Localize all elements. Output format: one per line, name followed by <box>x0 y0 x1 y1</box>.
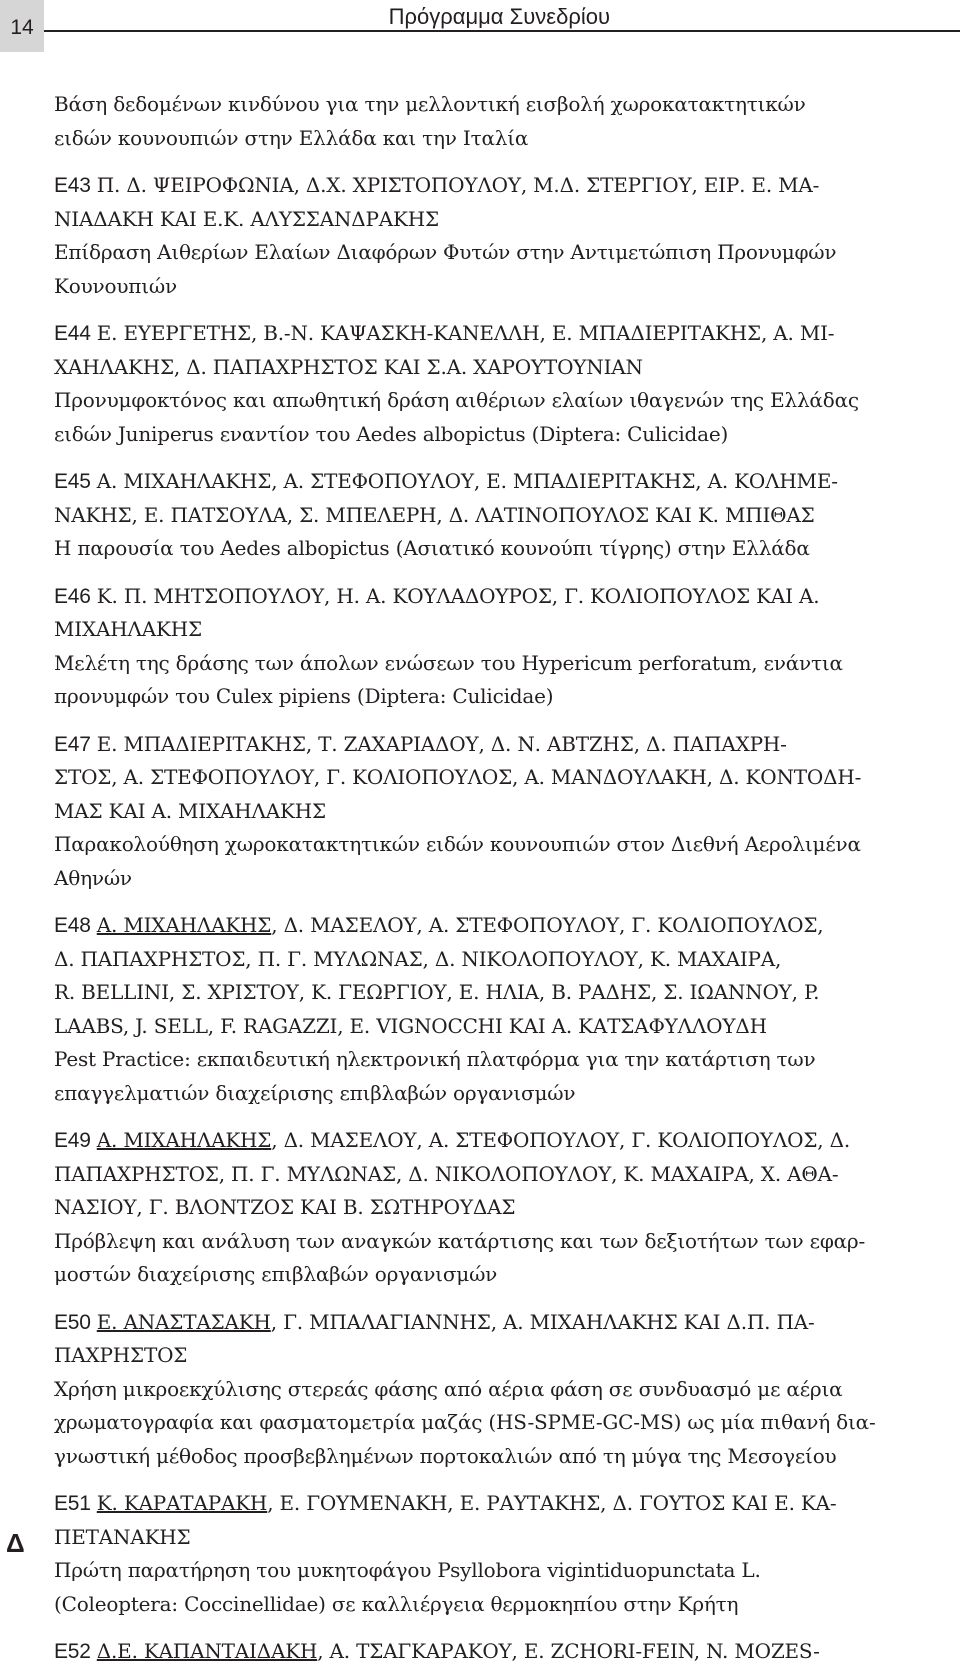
running-header-title: Πρόγραμμα Συνεδρίου <box>388 4 610 29</box>
entry-authors <box>54 1487 946 1554</box>
presenting-author: Α. ΜΙΧΑΗΛΑΚΗΣ <box>96 913 272 937</box>
entries-list <box>54 169 946 1669</box>
entry-title: Η παρουσία του Aedes albopictus (Ασιατικό κουνούπι τίγρης) στην Ελλάδα <box>54 536 810 560</box>
program-entry <box>54 909 946 1110</box>
co-authors: , Δ. ΜΑΣΕΛΟΥ, Α. ΣΤΕΦΟΠΟΥΛΟΥ, Γ. ΚΟΛΙΟΠΟΥΛΟΣ, Δ. ΠΑΠΑΧΡΗΣΤΟΣ, Π. Γ. ΜΥΛΩΝΑΣ, Δ. ΝΙΚΟΛΟΠΟΥΛΟΥ, Κ. ΜΑΧΑΙΡΑ, Χ. ΑΘΑ- ΝΑΣΙΟΥ, Γ. ΒΛΟΝΤΖΟΣ ΚΑΙ Β. ΣΩΤΗΡΟΥΔΑΣ <box>54 1128 850 1219</box>
co-authors: Ε. ΕΥΕΡΓΕΤΗΣ, Β.-Ν. ΚΑΨΑΣΚΗ-ΚΑΝΕΛΛΗ, Ε. ΜΠΑΔΙΕΡΙΤΑΚΗΣ, Α. ΜΙ- ΧΑΗΛΑΚΗΣ, Δ. ΠΑΠΑΧΡΗΣΤΟΣ ΚΑΙ Σ.Α. ΧΑΡΟΥΤΟΥΝΙΑΝ <box>54 321 835 379</box>
entry-title: Χρήση μικροεκχύλισης στερεάς φάσης από αέρια φάση σε συνδυασμό με αέρια χρωματογραφία και φασματομετρία μαζάς (HS-SPME-GC-MS) ως μία πιθανή δια- γνωστική μέθοδος προσβεβλημένων πορτοκαλιών από τη μύγα της Μεσογείου <box>54 1376 876 1468</box>
program-entry <box>54 728 946 896</box>
program-content <box>54 88 946 1669</box>
entry-code: Ε50 <box>54 1310 91 1334</box>
entry-authors <box>54 1306 946 1373</box>
program-entry <box>54 317 946 451</box>
entry-authors <box>54 465 946 532</box>
presenting-author: Ε. ΑΝΑΣΤΑΣΑΚΗ <box>96 1309 271 1334</box>
entry-code: Ε43 <box>54 174 91 197</box>
entry-authors <box>54 317 946 384</box>
entry-code: Ε47 <box>54 732 91 756</box>
presenting-author: Κ. ΚΑΡΑΤΑΡΑΚΗ <box>96 1491 268 1515</box>
entry-authors <box>54 728 946 829</box>
entry-title: Μελέτη της δράσης των άπολων ενώσεων του Hypericum perforatum, ενάντια προνυμφών του Culex pipiens (Diptera: Culicidae) <box>54 650 843 708</box>
entry-code: Ε49 <box>54 1129 91 1152</box>
entry-code: Ε46 <box>54 584 91 608</box>
page-header <box>0 0 960 52</box>
co-authors: , Α. ΤΣΑΓΚΑΡΑΚΟΥ, E. ZCHORI-FEIN, N. MOZES- <box>317 1639 820 1663</box>
entry-authors <box>54 169 946 236</box>
program-entry <box>54 1635 946 1669</box>
program-entry <box>54 1487 946 1621</box>
program-entry <box>54 580 946 714</box>
entry-title: Πρόβλεψη και ανάλυση των αναγκών κατάρτισης και των δεξιοτήτων των εφαρ- μοστών διαχείρισης επιβλαβών οργανισμών <box>54 1228 866 1286</box>
entry-title: Πρώτη παρατήρηση του μυκητοφάγου Psyllobora vigintiduopunctata L. (Coleoptera: Coccinellidae) σε καλλιέργεια θερμοκηπίου στην Κρήτη <box>54 1558 761 1616</box>
entry-code: Ε52 <box>54 1640 91 1663</box>
entry-title: Παρακολούθηση χωροκατακτητικών ειδών κουνουπιών στον Διεθνή Αερολιμένα Αθηνών <box>54 832 861 890</box>
entry-authors <box>54 580 946 647</box>
entry-title: Pest Practice: εκπαιδευτική ηλεκτρονική πλατφόρμα για την κατάρτιση των επαγγελματιών διαχείρισης επιβλαβών οργανισμών <box>54 1047 816 1105</box>
section-mark: Δ <box>6 1528 25 1558</box>
entry-code: Ε48 <box>54 914 91 937</box>
page-number: 14 <box>0 0 44 52</box>
co-authors: Ε. ΜΠΑΔΙΕΡΙΤΑΚΗΣ, Τ. ΖΑΧΑΡΙΑΔΟΥ, Δ. Ν. ΑΒΤΖΗΣ, Δ. ΠΑΠΑΧΡΗ- ΣΤΟΣ, Α. ΣΤΕΦΟΠΟΥΛΟΥ, Γ. ΚΟΛΙΟΠΟΥΛΟΣ, Α. ΜΑΝΔΟΥΛΑΚΗ, Δ. ΚΟΝΤΟΔΗ- ΜΑΣ ΚΑΙ Α. ΜΙΧΑΗΛΑΚΗΣ <box>54 731 862 823</box>
entry-authors <box>54 909 946 1043</box>
entry-authors <box>54 1635 946 1669</box>
co-authors: , Γ. ΜΠΑΛΑΓΙΑΝΝΗΣ, Α. ΜΙΧΑΗΛΑΚΗΣ ΚΑΙ Δ.Π. ΠΑ- ΠΑΧΡΗΣΤΟΣ <box>54 1309 815 1367</box>
program-entry <box>54 1124 946 1292</box>
co-authors: Π. Δ. ΨΕΙΡΟΦΩΝΙΑ, Δ.Χ. ΧΡΙΣΤΟΠΟΥΛΟΥ, Μ.Δ. ΣΤΕΡΓΙΟΥ, ΕΙΡ. Ε. ΜΑ- ΝΙΑΔΑΚΗ ΚΑΙ Ε.Κ. ΑΛΥΣΣΑΝΔΡΑΚΗΣ <box>54 173 820 231</box>
entry-title: Προνυμφοκτόνος και απωθητική δράση αιθέριων ελαίων ιθαγενών της Ελλάδας ειδών Juniperus εναντίον του Aedes albopictus (Diptera: Culicidae) <box>54 388 859 446</box>
co-authors: , Ε. ΓΟΥΜΕΝΑΚΗ, Ε. ΡΑΥΤΑΚΗΣ, Δ. ΓΟΥΤΟΣ ΚΑΙ Ε. ΚΑ- ΠΕΤΑΝΑΚΗΣ <box>54 1491 837 1549</box>
header-rule <box>44 30 960 32</box>
program-entry <box>54 169 946 303</box>
co-authors: Α. ΜΙΧΑΗΛΑΚΗΣ, Α. ΣΤΕΦΟΠΟΥΛΟΥ, Ε. ΜΠΑΔΙΕΡΙΤΑΚΗΣ, Α. ΚΟΛΗΜΕ- ΝΑΚΗΣ, Ε. ΠΑΤΣΟΥΛΑ, Σ. ΜΠΕΛΕΡΗ, Δ. ΛΑΤΙΝΟΠΟΥΛΟΣ ΚΑΙ Κ. ΜΠΙΘΑΣ <box>54 469 838 527</box>
program-entry <box>54 465 946 566</box>
entry-title: Επίδραση Αιθερίων Ελαίων Διαφόρων Φυτών στην Αντιμετώπιση Προνυμφών Κουνουπιών <box>54 240 837 298</box>
presenting-author: Δ.Ε. ΚΑΠΑΝΤΑΙΔΑΚΗ <box>96 1639 318 1663</box>
co-authors: Κ. Π. ΜΗΤΣΟΠΟΥΛΟΥ, Η. Α. ΚΟΥΛΑΔΟΥΡΟΣ, Γ. ΚΟΛΙΟΠΟΥΛΟΣ ΚΑΙ Α. ΜΙΧΑΗΛΑΚΗΣ <box>54 583 820 641</box>
co-authors: , Δ. ΜΑΣΕΛΟΥ, Α. ΣΤΕΦΟΠΟΥΛΟΥ, Γ. ΚΟΛΙΟΠΟΥΛΟΣ, Δ. ΠΑΠΑΧΡΗΣΤΟΣ, Π. Γ. ΜΥΛΩΝΑΣ, Δ. ΝΙΚΟΛΟΠΟΥΛΟΥ, Κ. ΜΑΧΑΙΡΑ, R. BELLINI, Σ. ΧΡΙΣΤΟΥ, Κ. ΓΕΩΡΓΙΟΥ, Ε. ΗΛΙΑ, Β. ΡΑΔΗΣ, Σ. ΙΩΑΝΝΟΥ, P. LAABS, J. SELL, F. RAGAZZI, E. VIGNOCCHI ΚΑΙ Α. ΚΑΤΣΑΦΥΛΛΟΥΔΗ <box>54 913 824 1038</box>
program-entry <box>54 1306 946 1474</box>
entry-authors <box>54 1124 946 1225</box>
entry-code: Ε51 <box>54 1492 91 1515</box>
presenting-author: Α. ΜΙΧΑΗΛΑΚΗΣ <box>96 1128 272 1152</box>
entry-code: Ε44 <box>54 322 91 345</box>
intro-title: Βάση δεδομένων κινδύνου για την μελλοντική εισβολή χωροκατακτητικών ειδών κουνουπιών στην Ελλάδα και την Ιταλία <box>54 92 806 150</box>
entry-code: Ε45 <box>54 470 91 493</box>
